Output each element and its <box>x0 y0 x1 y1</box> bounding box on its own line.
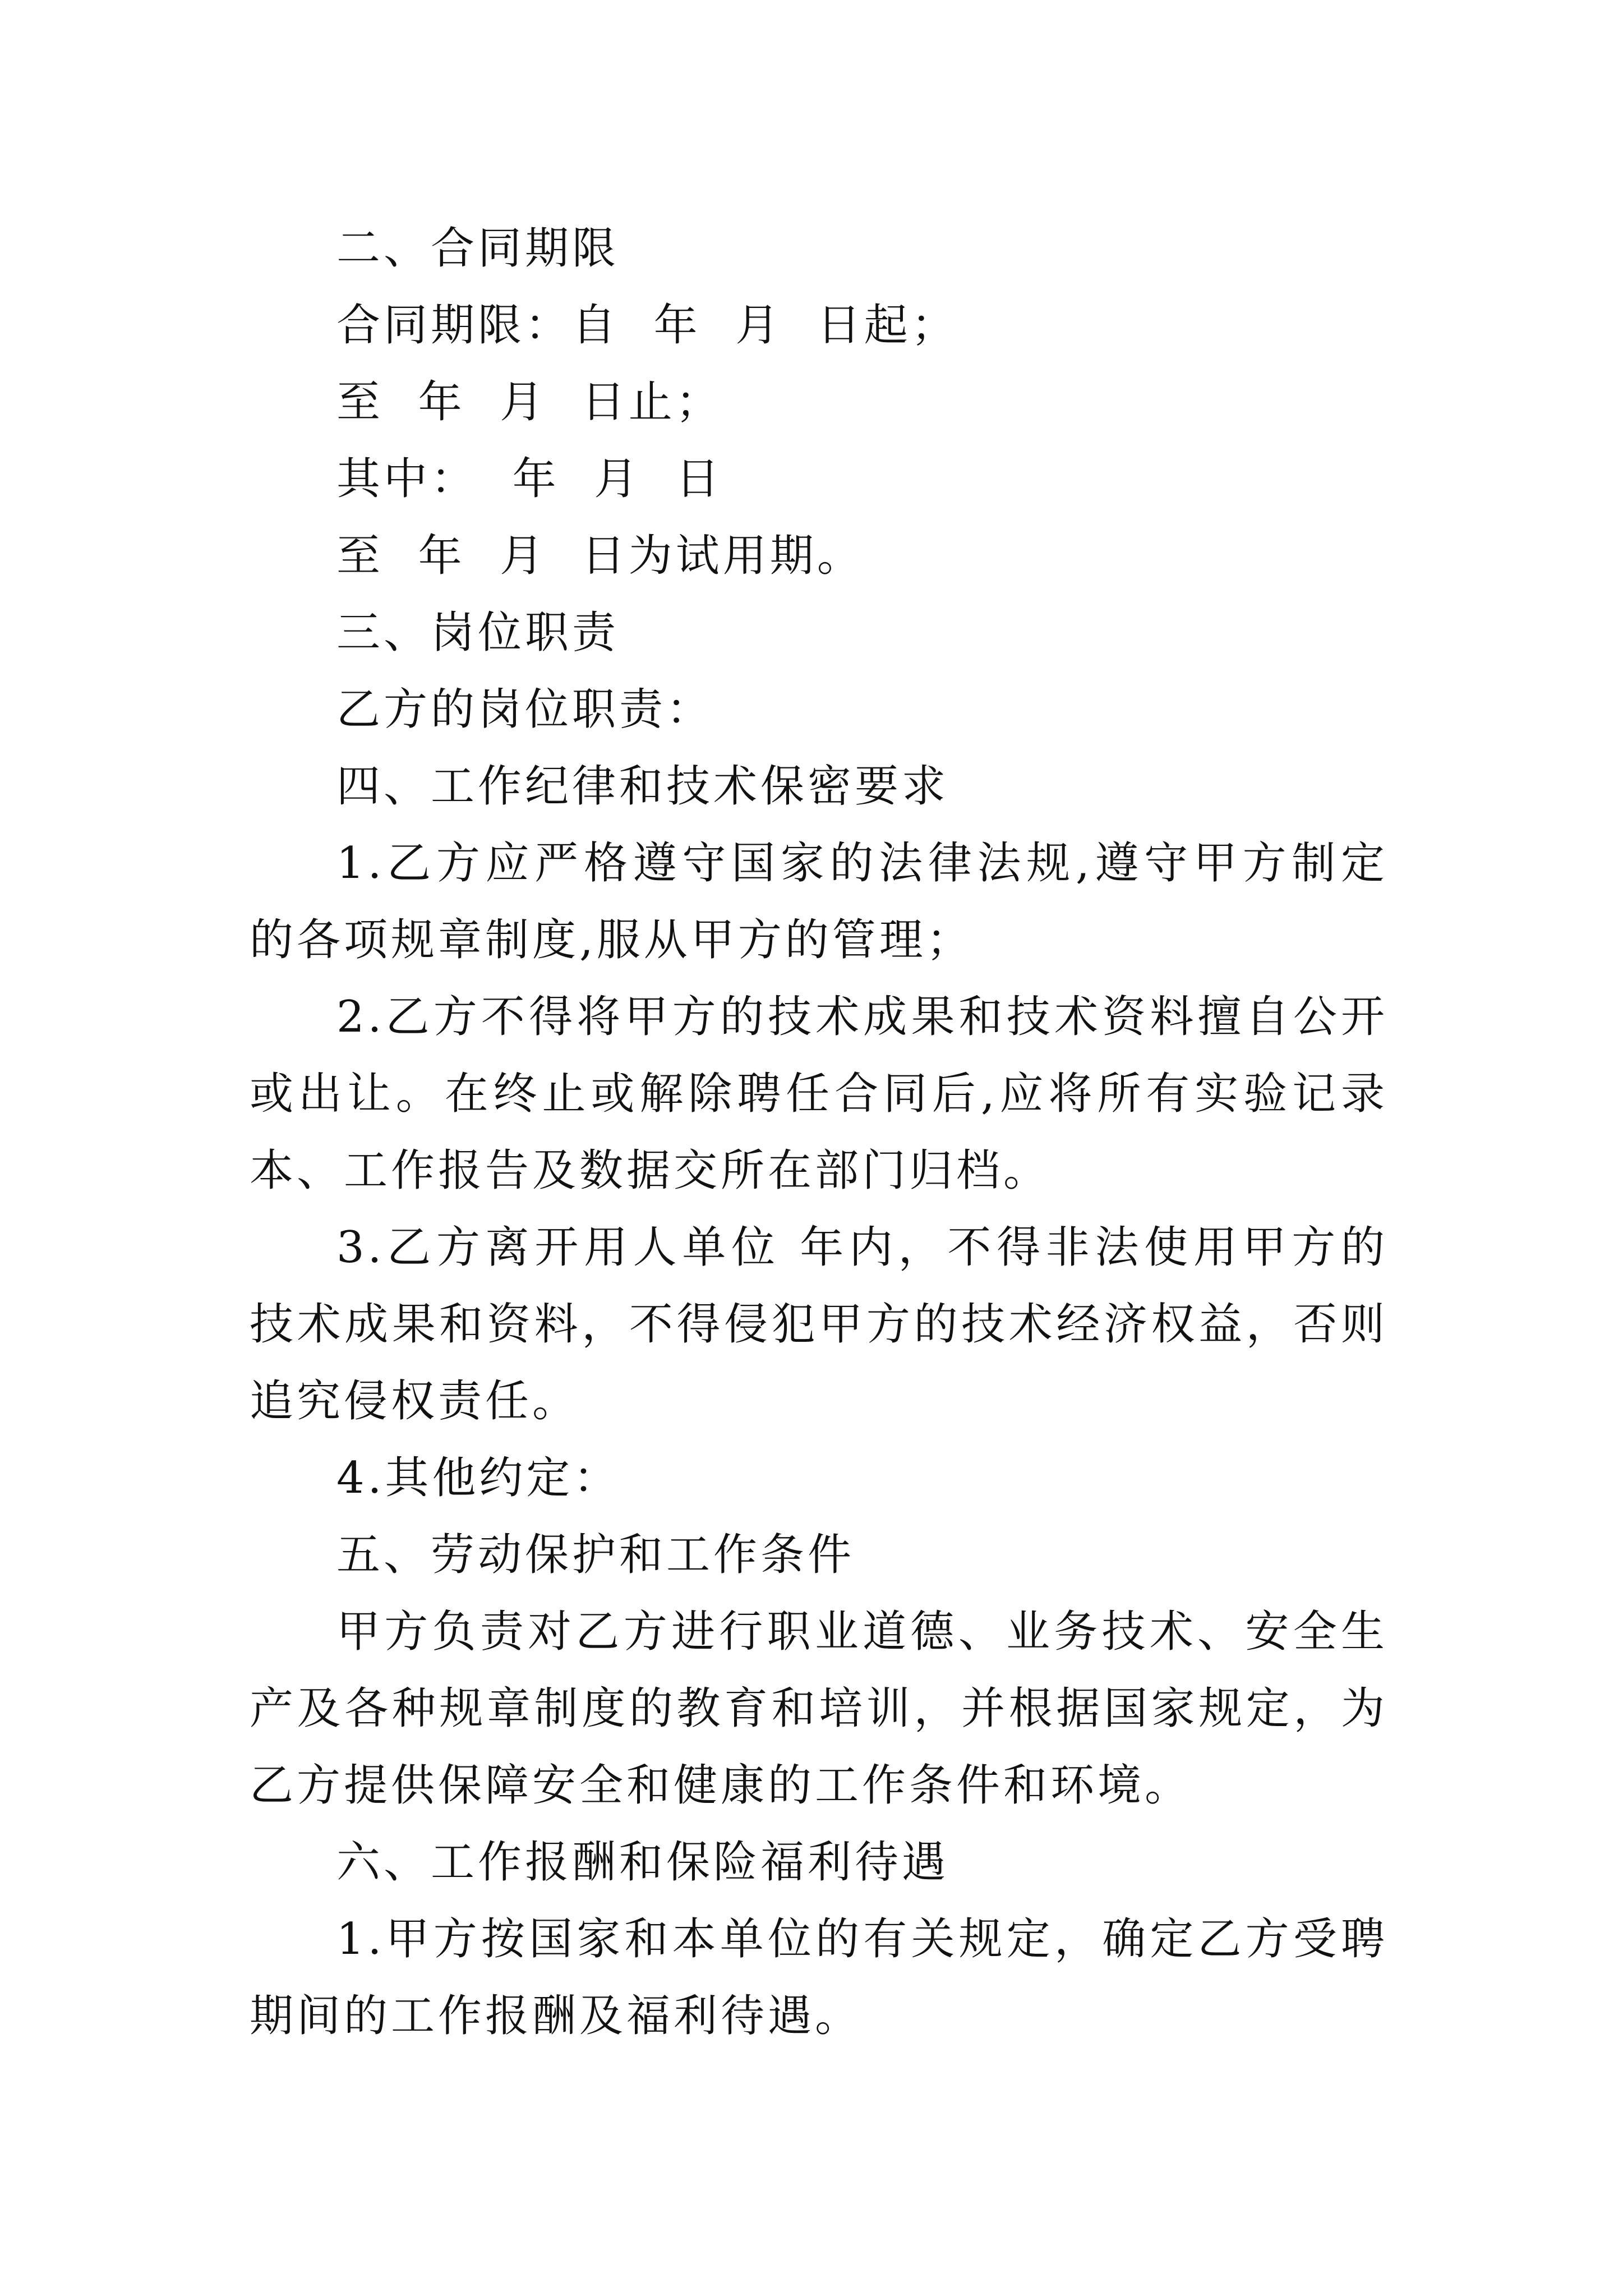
section-heading-contract-term: 二、合同期限 <box>336 223 620 274</box>
discipline-item-1: 1.乙方应严格遵守国家的法律法规,遵守甲方制定的各项规章制度,服从甲方的管理； <box>250 838 1388 965</box>
labor-protection-paragraph: 甲方负责对乙方进行职业道德、业务技术、安全生产及各种规章制度的教育和培训，并根据国家规定，为乙方提供保障安全和健康的工作条件和环境。 <box>250 1607 1388 1811</box>
discipline-item-2: 2.乙方不得将甲方的技术成果和技术资料擅自公开或出让。在终止或解除聘任合同后,应将所有实验记录本、工作报告及数据交所在部门归档。 <box>250 992 1388 1196</box>
contract-term-end: 至 年 月 日止； <box>336 377 723 427</box>
job-duties-line: 乙方的岗位职责： <box>336 684 714 735</box>
discipline-item-4: 4.其他约定： <box>336 1453 621 1503</box>
probation-start: 其中： 年 月 日 <box>336 454 723 504</box>
section-heading-job-duties: 三、岗位职责 <box>336 608 620 658</box>
section-heading-discipline-confidentiality: 四、工作纪律和技术保密要求 <box>336 761 949 812</box>
probation-end: 至 年 月 日为试用期。 <box>336 531 864 581</box>
discipline-item-3: 3.乙方离开用人单位 年内，不得非法使用甲方的技术成果和资料，不得侵犯甲方的技术经济权益，否则追究侵权责任。 <box>250 1222 1388 1427</box>
remuneration-item-1: 1.甲方按国家和本单位的有关规定，确定乙方受聘期间的工作报酬及福利待遇。 <box>250 1914 1388 2041</box>
document-body <box>250 210 1388 2055</box>
section-heading-remuneration: 六、工作报酬和保险福利待遇 <box>336 1837 949 1888</box>
section-heading-labor-protection: 五、劳动保护和工作条件 <box>336 1530 855 1580</box>
contract-term-start: 合同期限：自 年 月 日起； <box>336 300 958 351</box>
